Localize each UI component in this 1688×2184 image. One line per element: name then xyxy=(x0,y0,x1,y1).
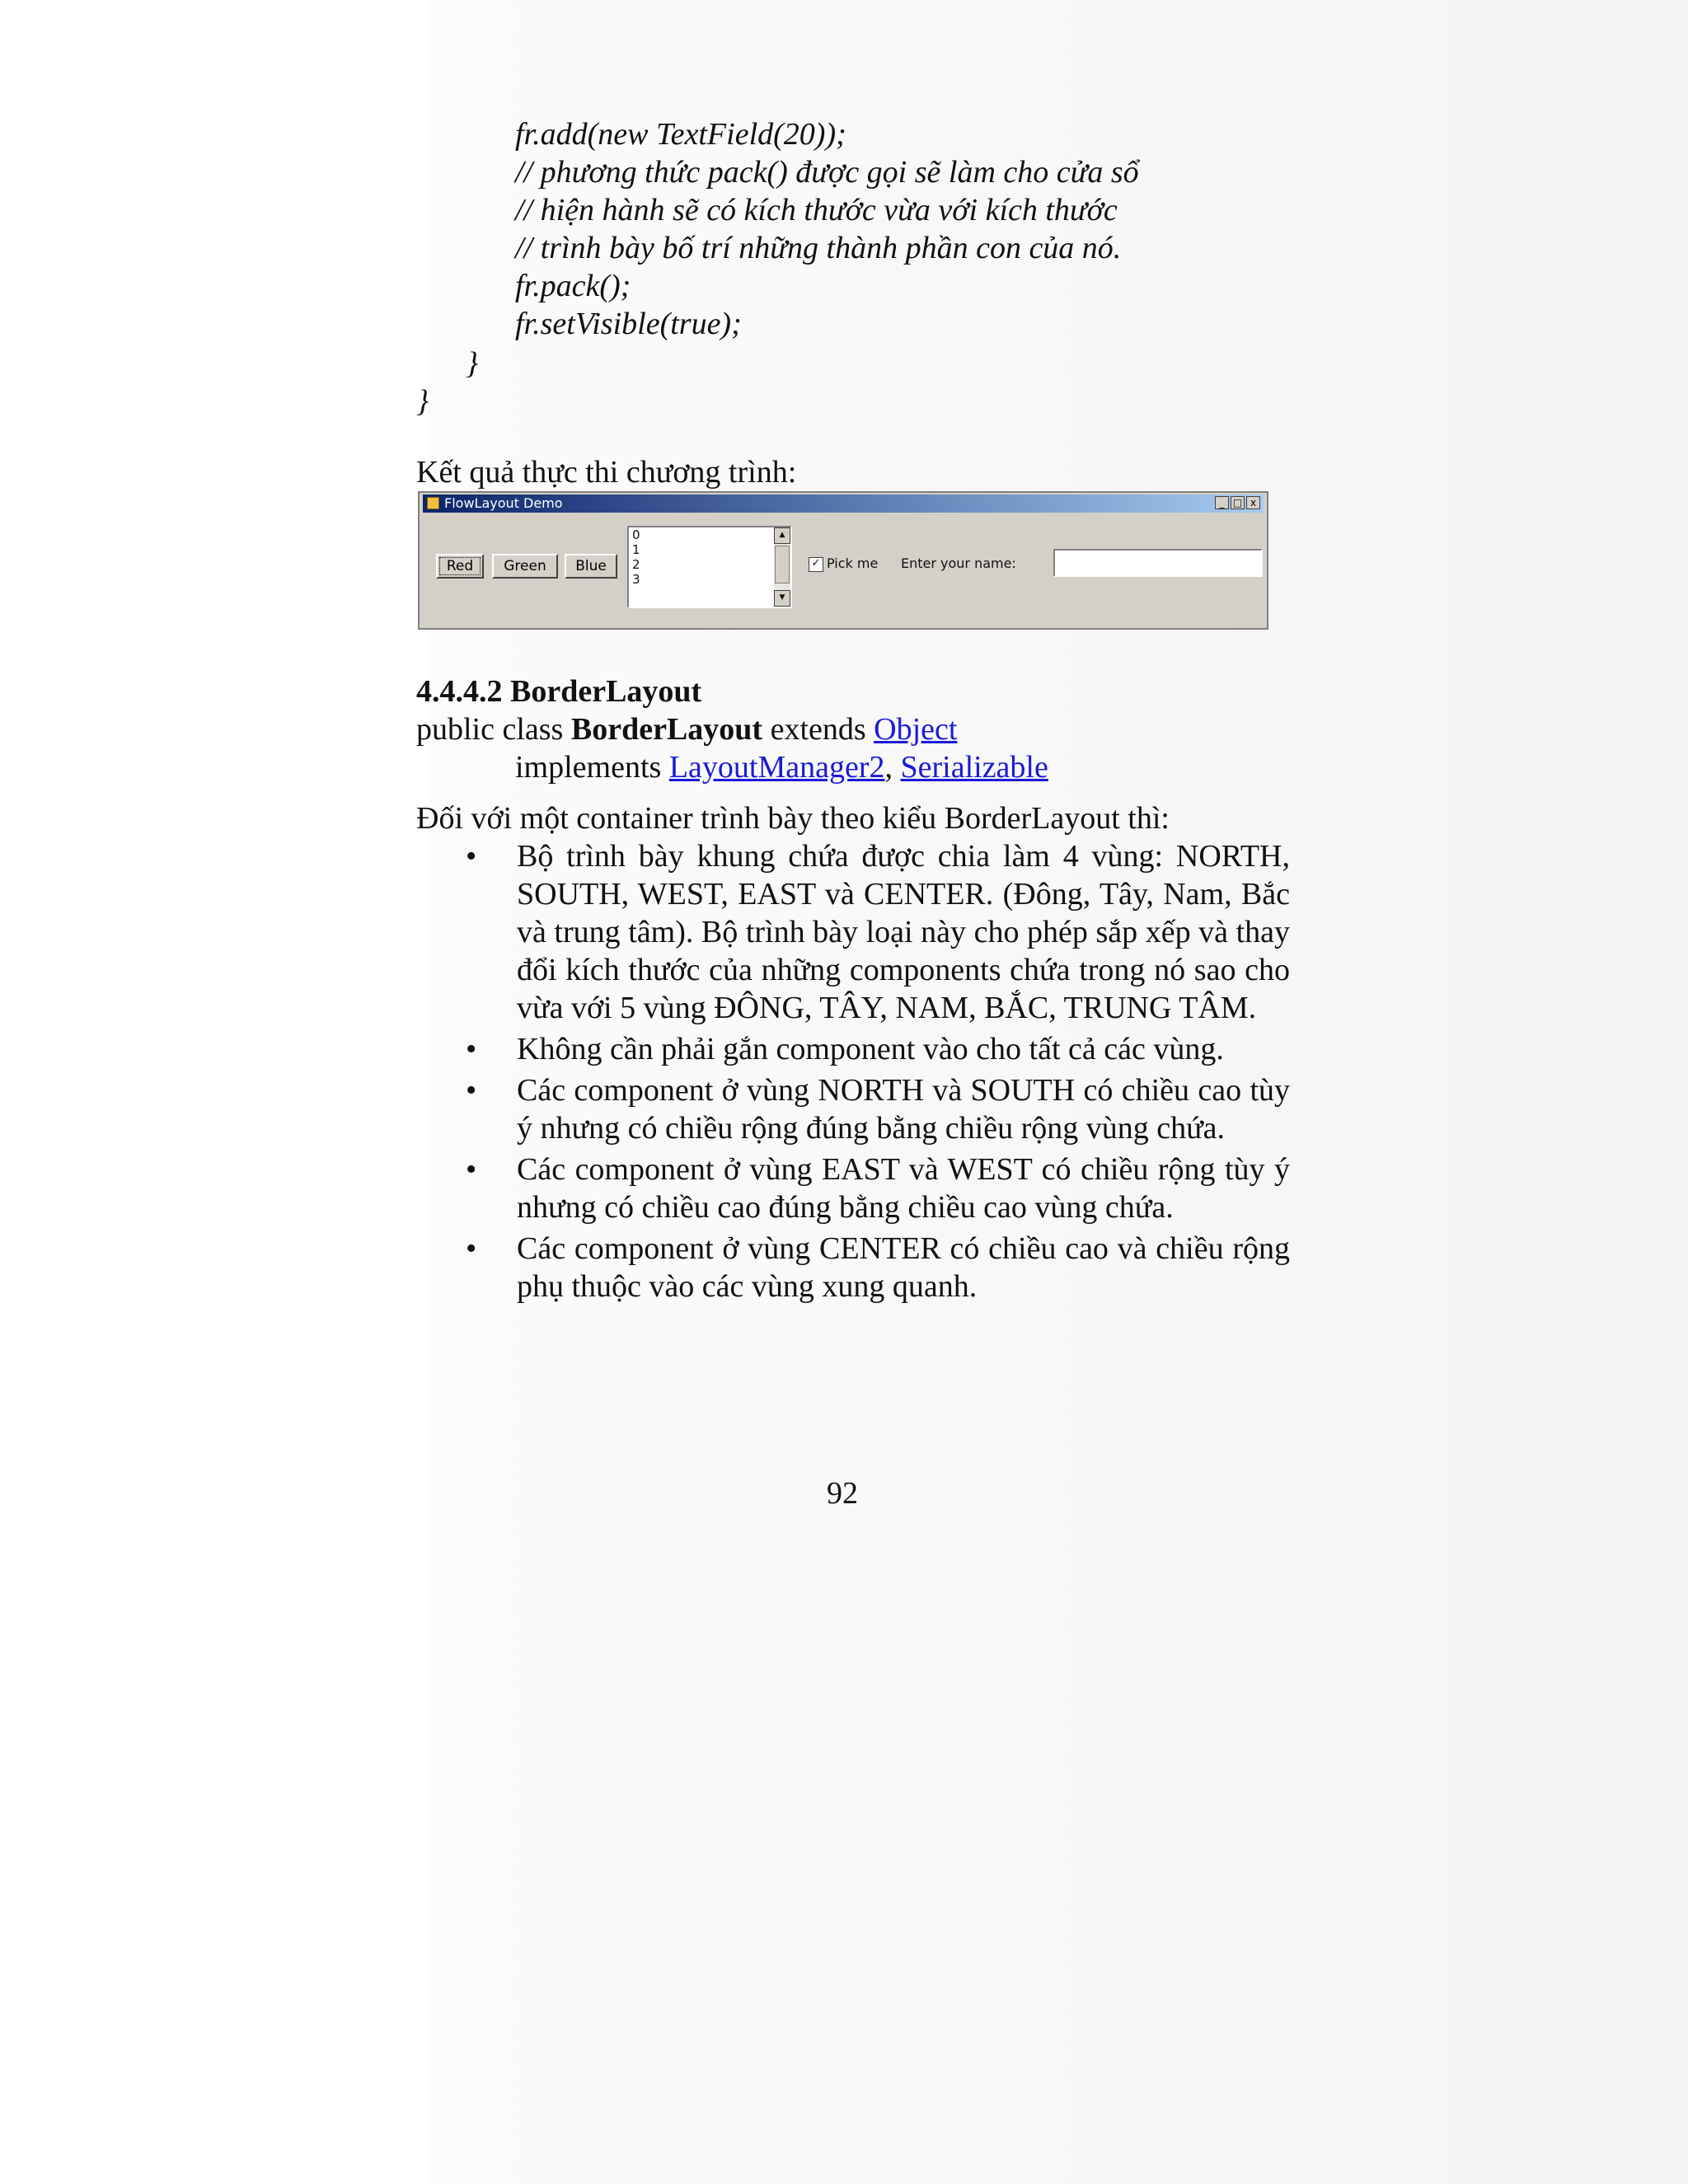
minimize-icon[interactable]: _ xyxy=(1215,496,1229,509)
decl-implements: implements xyxy=(515,750,669,785)
page-number: 92 xyxy=(827,1476,858,1511)
decl-prefix: public class xyxy=(416,712,571,747)
list-item xyxy=(466,837,1290,1027)
object-link[interactable]: Object xyxy=(874,712,958,747)
borderlayout-rules-list xyxy=(466,837,1290,1309)
decl-extends: extends xyxy=(762,712,874,747)
list-item[interactable]: 1 xyxy=(632,542,640,557)
code-line: // trình bày bố trí những thành phần con của nó. xyxy=(515,231,1122,265)
maximize-icon[interactable]: □ xyxy=(1231,496,1245,509)
name-text-field[interactable] xyxy=(1053,549,1263,577)
bullet-icon: • xyxy=(466,1152,477,1187)
flowlayout-demo-window xyxy=(418,491,1268,630)
code-line: // hiện hành sẽ có kích thước vừa với kích thước xyxy=(515,193,1118,227)
code-line: fr.pack(); xyxy=(515,269,631,303)
list-item xyxy=(466,1030,1290,1068)
result-caption: Kết quả thực thi chương trình: xyxy=(416,455,797,490)
section-heading: 4.4.4.2 BorderLayout xyxy=(416,674,702,709)
code-closing-brace: } xyxy=(416,384,429,419)
code-line: fr.add(new TextField(20)); xyxy=(515,117,846,152)
java-app-icon xyxy=(427,497,439,509)
list-item xyxy=(466,1230,1290,1305)
bullet-icon: • xyxy=(466,1032,477,1066)
list-item[interactable]: 0 xyxy=(632,527,640,542)
green-button[interactable]: Green xyxy=(492,554,558,579)
class-declaration xyxy=(416,710,957,748)
close-icon[interactable]: x xyxy=(1246,496,1260,509)
red-button[interactable]: Red xyxy=(436,554,484,579)
checkbox-label: Pick me xyxy=(827,555,879,571)
scroll-thumb[interactable] xyxy=(775,546,790,583)
number-list[interactable] xyxy=(627,526,792,608)
serializable-link[interactable]: Serializable xyxy=(900,750,1048,785)
decl-comma: , xyxy=(884,750,901,785)
window-content xyxy=(423,516,1264,625)
scroll-up-icon[interactable]: ▲ xyxy=(774,527,790,544)
scroll-down-icon[interactable]: ▼ xyxy=(774,590,790,607)
bullet-text: Các component ở vùng CENTER có chiều cao và chiều rộng phụ thuộc vào các vùng xung quanh. xyxy=(517,1231,1290,1304)
bullet-icon: • xyxy=(466,1073,477,1108)
intro-paragraph: Đối với một container trình bày theo kiểu BorderLayout thì: xyxy=(416,801,1170,836)
blue-button[interactable]: Blue xyxy=(565,554,617,579)
implements-line xyxy=(515,748,1048,786)
window-title-bar xyxy=(423,494,1264,513)
list-scrollbar[interactable] xyxy=(774,527,790,607)
pick-me-checkbox[interactable]: ✓ xyxy=(809,557,823,572)
window-title: FlowLayout Demo xyxy=(444,495,563,511)
code-line: fr.setVisible(true); xyxy=(515,307,742,341)
bullet-text: Bộ trình bày khung chứa được chia làm 4 vùng: NORTH, SOUTH, WEST, EAST và CENTER. (Đông, Tây, Nam, Bắc và trung tâm). Bộ trình bày loại này cho phép sắp xếp và thay đổi kích thước của những components chứa trong nó sao cho vừa với 5 vùng ĐÔNG, TÂY, NAM, BẮC, TRUNG TÂM. xyxy=(517,839,1290,1025)
name-label: Enter your name: xyxy=(901,555,1016,571)
code-line: // phương thức pack() được gọi sẽ làm cho cửa sổ xyxy=(515,155,1139,190)
layoutmanager2-link[interactable]: LayoutManager2 xyxy=(668,750,885,785)
code-closing-brace: } xyxy=(466,346,479,381)
list-item[interactable]: 3 xyxy=(632,572,640,587)
bullet-icon: • xyxy=(466,839,477,874)
bullet-text: Không cần phải gắn component vào cho tất cả các vùng. xyxy=(517,1032,1224,1066)
window-controls xyxy=(1215,496,1260,509)
list-item[interactable]: 2 xyxy=(632,557,640,572)
bullet-icon: • xyxy=(466,1231,477,1266)
decl-class-name: BorderLayout xyxy=(570,712,763,747)
list-item xyxy=(466,1151,1290,1226)
bullet-text: Các component ở vùng NORTH và SOUTH có chiều cao tùy ý nhưng có chiều rộng đúng bằng chiều rộng vùng chứa. xyxy=(517,1073,1290,1146)
list-item xyxy=(466,1071,1290,1147)
bullet-text: Các component ở vùng EAST và WEST có chiều rộng tùy ý nhưng có chiều cao đúng bằng chiều cao vùng chứa. xyxy=(517,1152,1290,1225)
